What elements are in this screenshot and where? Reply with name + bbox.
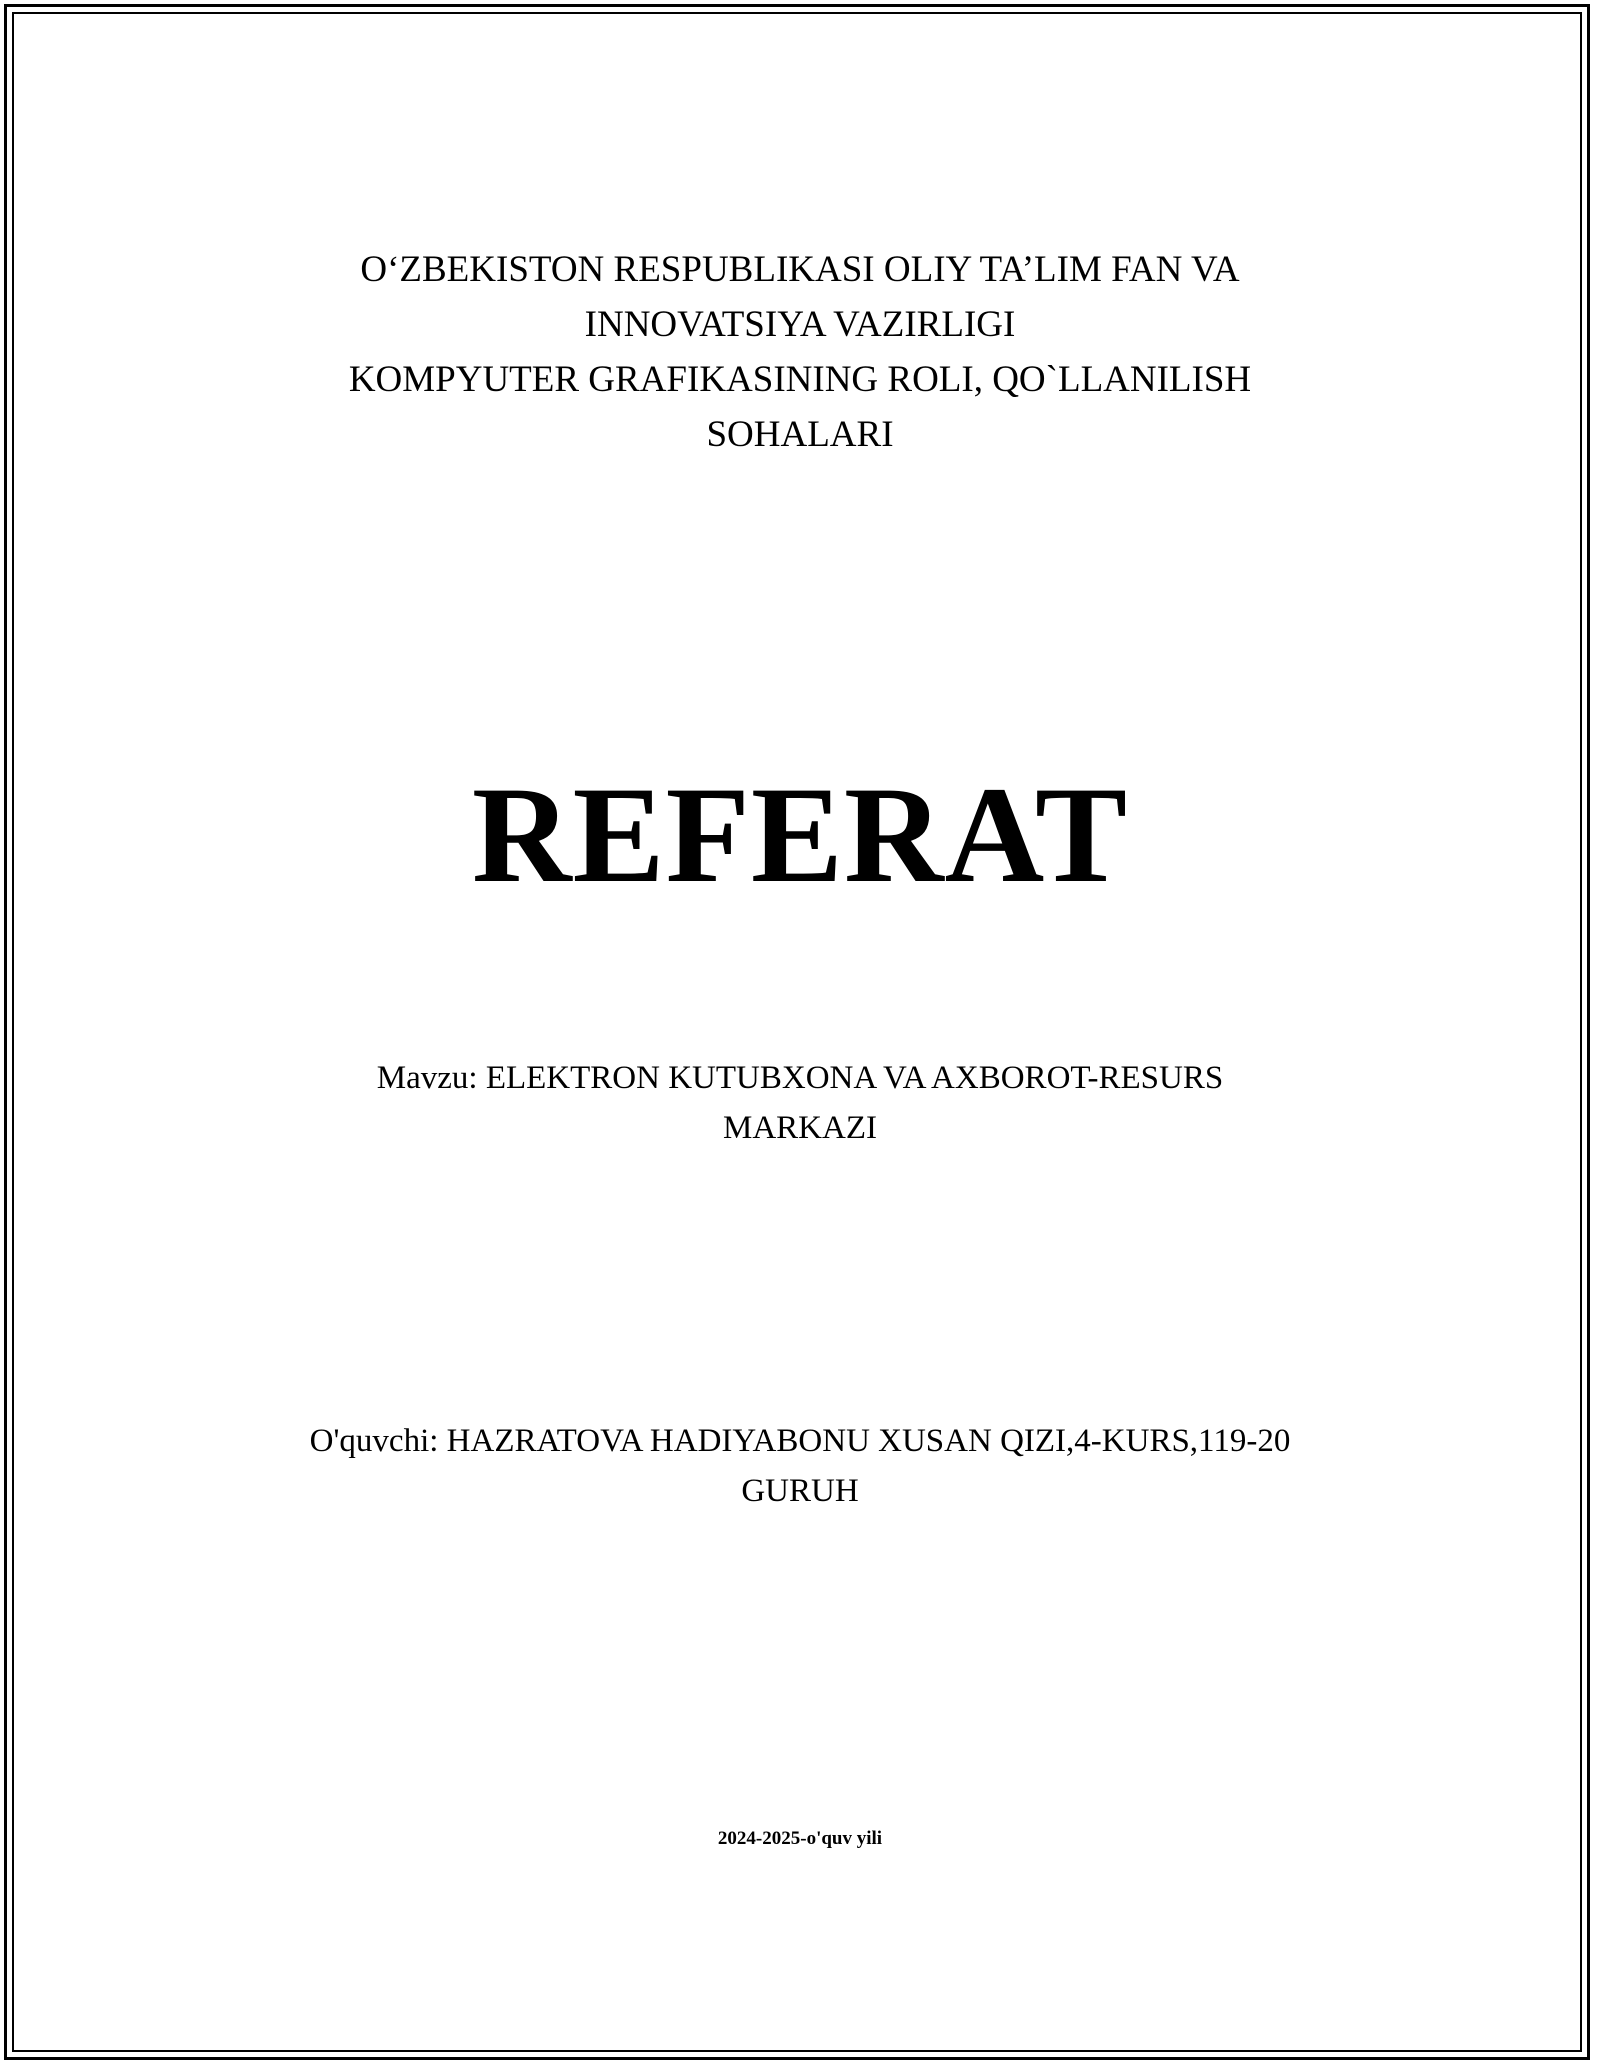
student-block xyxy=(0,1416,1600,1516)
header-line: O‘ZBEKISTON RESPUBLIKASI OLIY TA’LIM FAN VA xyxy=(360,249,1240,290)
header-line: INNOVATSIYA VAZIRLIGI xyxy=(584,304,1016,345)
student-line: O'quvchi: HAZRATOVA HADIYABONU XUSAN QIZI,4-KURS,119-20 xyxy=(309,1423,1291,1459)
topic-block xyxy=(0,1053,1600,1153)
academic-year: 2024-2025-o'quv yili xyxy=(717,1828,883,1849)
header-line: SOHALARI xyxy=(706,414,894,455)
document-title: REFERAT xyxy=(471,758,1129,911)
header-line: KOMPYUTER GRAFIKASINING ROLI, QO`LLANILISH xyxy=(348,359,1252,400)
ministry-header xyxy=(0,242,1600,462)
student-line: GURUH xyxy=(741,1473,859,1509)
topic-line: Mavzu: ELEKTRON KUTUBXONA VA AXBOROT-RESURS xyxy=(376,1060,1224,1096)
topic-line: MARKAZI xyxy=(723,1110,877,1146)
